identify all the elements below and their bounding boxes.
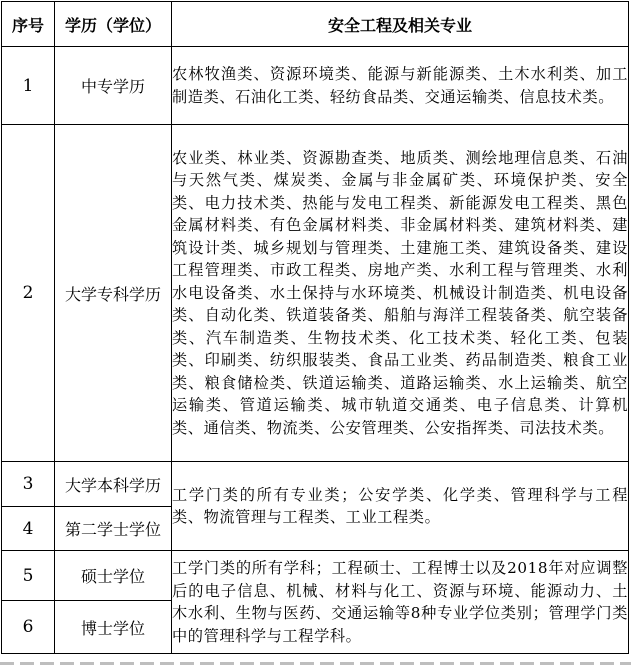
merged-majors-bachelor: 工学门类的所有专业类；公安学类、化学类、管理科学与工程类、物流管理与工程类、工业工程类。 [172, 462, 629, 551]
header-row [2, 2, 629, 47]
row-number: 4 [2, 507, 55, 551]
row-majors: 农业类、林业类、资源勘查类、地质类、测绘地理信息类、石油与天然气类、煤炭类、金属与非金属矿类、环境保护类、安全类、电力技术类、热能与发电工程类、新能源发电工程类、黑色金属材料类、有色金属材料类、非金属材料类、建筑材料类、建筑设计类、城乡规划与管理类、土建施工类、建筑设备类、建设工程管理类、市政工程类、房地产类、水利工程与管理类、水利水电设备类、水土保持与水环境类、机械设计制造类、机电设备类、自动化类、铁道装备类、船舶与海洋工程装备类、航空装备类、汽车制造类、生物技术类、化工技术类、轻化工类、包装类、印刷类、纺织服装类、食品工业类、药品制造类、粮食工业类、粮食储检类、铁道运输类、道路运输类、水上运输类、航空运输类、管道运输类、城市轨道交通类、电子信息类、计算机类、通信类、物流类、公安管理类、公安指挥类、司法技术类。 [172, 125, 629, 462]
row-number: 6 [2, 601, 55, 654]
header-seq: 序号 [2, 2, 55, 47]
row-degree: 中专学历 [55, 47, 172, 125]
merged-majors-graduate: 工学门类的所有学科；工程硕士、工程博士以及2018年对应调整后的电子信息、机械、材料与化工、资源与环境、能源动力、土木水利、生物与医药、交通运输等8种专业学位类别；管理学门类中的管理科学与工程学科。 [172, 551, 629, 654]
row-number: 3 [2, 462, 55, 507]
row-degree: 博士学位 [55, 601, 172, 654]
row-degree: 第二学士学位 [55, 507, 172, 551]
row-majors: 农林牧渔类、资源环境类、能源与新能源类、土木水利类、加工制造类、石油化工类、轻纺食品类、交通运输类、信息技术类。 [172, 47, 629, 125]
row-degree: 硕士学位 [55, 551, 172, 601]
majors-table [1, 1, 629, 654]
row-number: 2 [2, 125, 55, 462]
table-row [2, 551, 629, 601]
header-majors: 安全工程及相关专业 [172, 2, 629, 47]
header-degree: 学历（学位） [55, 2, 172, 47]
table-row [2, 47, 629, 125]
row-number: 1 [2, 47, 55, 125]
table-row [2, 125, 629, 462]
table-row [2, 462, 629, 507]
row-degree: 大学专科学历 [55, 125, 172, 462]
row-degree: 大学本科学历 [55, 462, 172, 507]
row-number: 5 [2, 551, 55, 601]
